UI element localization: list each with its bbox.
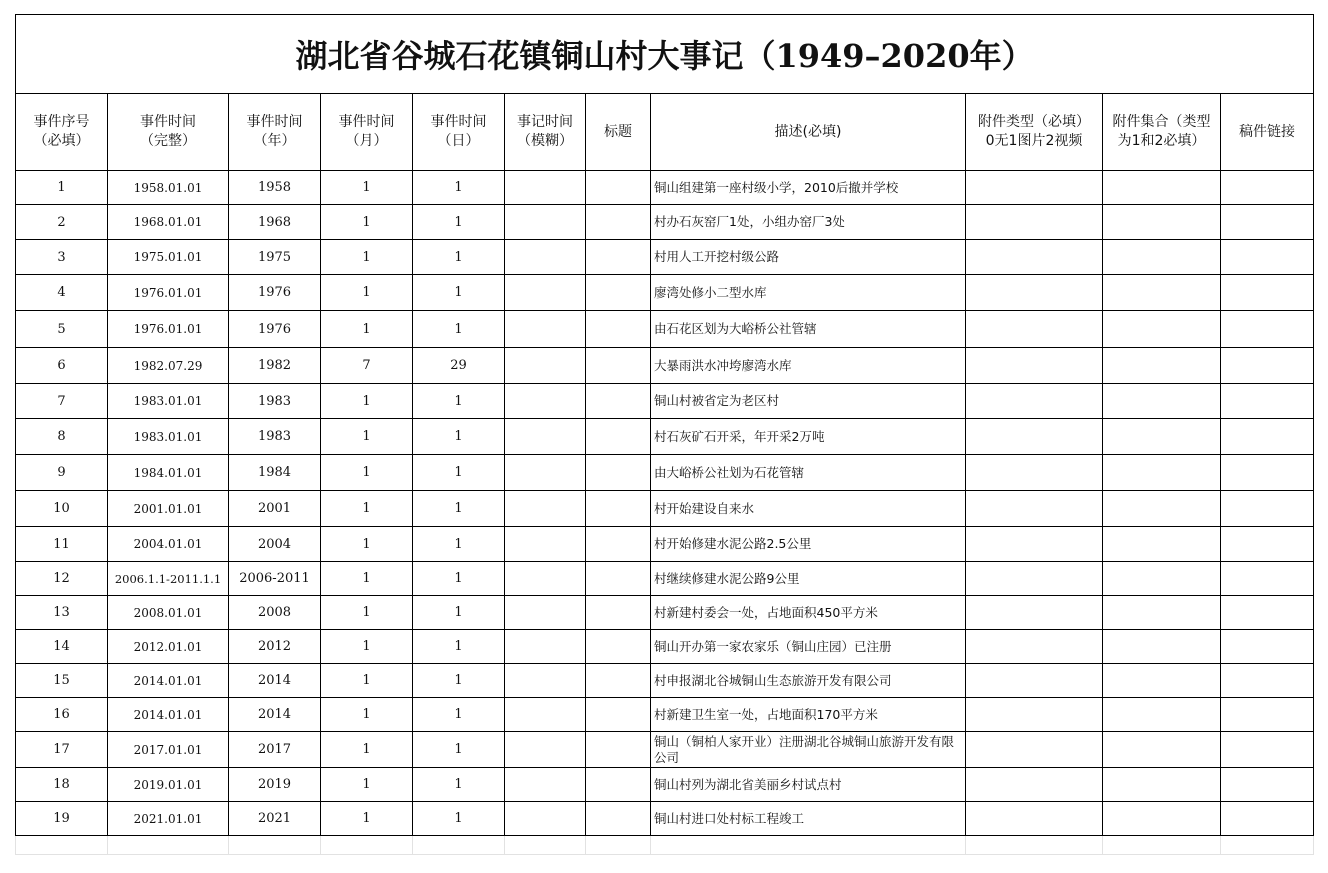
cell-year[interactable]: 2019 bbox=[229, 768, 321, 802]
table-row bbox=[16, 732, 1314, 768]
cell-attachment-type[interactable] bbox=[966, 275, 1103, 311]
cell-title[interactable] bbox=[586, 527, 651, 562]
cell-fuzzy-date[interactable] bbox=[505, 311, 586, 348]
cell-fuzzy-date[interactable] bbox=[505, 491, 586, 527]
cell-description[interactable]: 村开始修建水泥公路2.5公里 bbox=[651, 527, 966, 562]
cell-month[interactable]: 1 bbox=[321, 664, 413, 698]
cell-article-link[interactable] bbox=[1221, 384, 1314, 419]
cell-full-date[interactable]: 2014.01.01 bbox=[108, 664, 229, 698]
cell-event-no[interactable]: 17 bbox=[16, 732, 108, 768]
cell-article-link[interactable] bbox=[1221, 455, 1314, 491]
cell-title[interactable] bbox=[586, 240, 651, 275]
cell-attachment-type[interactable] bbox=[966, 527, 1103, 562]
cell-article-link[interactable] bbox=[1221, 664, 1314, 698]
cell-article-link[interactable] bbox=[1221, 698, 1314, 732]
cell-day[interactable]: 29 bbox=[413, 348, 505, 384]
empty-cell[interactable] bbox=[16, 836, 108, 855]
cell-fuzzy-date[interactable] bbox=[505, 732, 586, 768]
cell-attachment-set[interactable] bbox=[1103, 171, 1221, 205]
table-row bbox=[16, 348, 1314, 384]
cell-description[interactable]: 由大峪桥公社划为石花管辖 bbox=[651, 455, 966, 491]
table-row bbox=[16, 664, 1314, 698]
cell-full-date[interactable]: 2008.01.01 bbox=[108, 596, 229, 630]
cell-year[interactable]: 1984 bbox=[229, 455, 321, 491]
cell-article-link[interactable] bbox=[1221, 348, 1314, 384]
spreadsheet bbox=[15, 14, 1313, 855]
cell-month[interactable]: 1 bbox=[321, 419, 413, 455]
cell-attachment-set[interactable] bbox=[1103, 348, 1221, 384]
cell-description[interactable]: 铜山村被省定为老区村 bbox=[651, 384, 966, 419]
cell-fuzzy-date[interactable] bbox=[505, 802, 586, 836]
table-row bbox=[16, 630, 1314, 664]
cell-article-link[interactable] bbox=[1221, 240, 1314, 275]
cell-fuzzy-date[interactable] bbox=[505, 240, 586, 275]
header-row bbox=[16, 94, 1314, 171]
cell-day[interactable]: 1 bbox=[413, 562, 505, 596]
cell-attachment-set[interactable] bbox=[1103, 240, 1221, 275]
header-cell-attachment-set[interactable]: 附件集合（类型 为1和2必填） bbox=[1103, 94, 1221, 171]
cell-year[interactable]: 2021 bbox=[229, 802, 321, 836]
cell-year[interactable]: 2008 bbox=[229, 596, 321, 630]
cell-year[interactable]: 1983 bbox=[229, 384, 321, 419]
cell-description[interactable]: 村用人工开挖村级公路 bbox=[651, 240, 966, 275]
cell-article-link[interactable] bbox=[1221, 275, 1314, 311]
cell-month[interactable]: 1 bbox=[321, 275, 413, 311]
table-row bbox=[16, 311, 1314, 348]
cell-attachment-type[interactable] bbox=[966, 596, 1103, 630]
cell-month[interactable]: 1 bbox=[321, 562, 413, 596]
cell-event-no[interactable]: 6 bbox=[16, 348, 108, 384]
cell-year[interactable]: 2012 bbox=[229, 630, 321, 664]
cell-day[interactable]: 1 bbox=[413, 384, 505, 419]
cell-article-link[interactable] bbox=[1221, 802, 1314, 836]
table-row bbox=[16, 240, 1314, 275]
cell-year[interactable]: 1968 bbox=[229, 205, 321, 240]
cell-attachment-type[interactable] bbox=[966, 732, 1103, 768]
cell-article-link[interactable] bbox=[1221, 596, 1314, 630]
cell-day[interactable]: 1 bbox=[413, 732, 505, 768]
cell-article-link[interactable] bbox=[1221, 768, 1314, 802]
cell-full-date[interactable]: 1984.01.01 bbox=[108, 455, 229, 491]
cell-attachment-set[interactable] bbox=[1103, 768, 1221, 802]
cell-title[interactable] bbox=[586, 384, 651, 419]
table-row bbox=[16, 171, 1314, 205]
header-cell-event-no[interactable]: 事件序号 （必填） bbox=[16, 94, 108, 171]
table-row bbox=[16, 802, 1314, 836]
cell-event-no[interactable]: 4 bbox=[16, 275, 108, 311]
cell-attachment-set[interactable] bbox=[1103, 802, 1221, 836]
empty-row bbox=[16, 836, 1314, 855]
cell-attachment-type[interactable] bbox=[966, 562, 1103, 596]
cell-description[interactable]: 村申报湖北谷城铜山生态旅游开发有限公司 bbox=[651, 664, 966, 698]
cell-article-link[interactable] bbox=[1221, 562, 1314, 596]
cell-month[interactable]: 1 bbox=[321, 630, 413, 664]
empty-cell[interactable] bbox=[1221, 836, 1314, 855]
cell-event-no[interactable]: 3 bbox=[16, 240, 108, 275]
cell-title[interactable] bbox=[586, 311, 651, 348]
cell-attachment-set[interactable] bbox=[1103, 664, 1221, 698]
cell-event-no[interactable]: 8 bbox=[16, 419, 108, 455]
cell-day[interactable]: 1 bbox=[413, 171, 505, 205]
cell-month[interactable]: 1 bbox=[321, 596, 413, 630]
cell-fuzzy-date[interactable] bbox=[505, 527, 586, 562]
cell-month[interactable]: 1 bbox=[321, 205, 413, 240]
cell-attachment-set[interactable] bbox=[1103, 596, 1221, 630]
cell-event-no[interactable]: 16 bbox=[16, 698, 108, 732]
cell-article-link[interactable] bbox=[1221, 311, 1314, 348]
header-cell-fuzzy-date[interactable]: 事记时间 （模糊） bbox=[505, 94, 586, 171]
cell-attachment-type[interactable] bbox=[966, 384, 1103, 419]
cell-title[interactable] bbox=[586, 768, 651, 802]
cell-attachment-type[interactable] bbox=[966, 171, 1103, 205]
cell-fuzzy-date[interactable] bbox=[505, 171, 586, 205]
cell-title[interactable] bbox=[586, 171, 651, 205]
cell-event-no[interactable]: 1 bbox=[16, 171, 108, 205]
cell-description[interactable]: 村新建卫生室一处，占地面积170平方米 bbox=[651, 698, 966, 732]
cell-attachment-set[interactable] bbox=[1103, 491, 1221, 527]
cell-month[interactable]: 1 bbox=[321, 491, 413, 527]
cell-fuzzy-date[interactable] bbox=[505, 768, 586, 802]
empty-cell[interactable] bbox=[321, 836, 413, 855]
cell-attachment-set[interactable] bbox=[1103, 311, 1221, 348]
cell-year[interactable]: 1982 bbox=[229, 348, 321, 384]
cell-attachment-set[interactable] bbox=[1103, 455, 1221, 491]
cell-month[interactable]: 1 bbox=[321, 171, 413, 205]
empty-cell[interactable] bbox=[651, 836, 966, 855]
cell-attachment-type[interactable] bbox=[966, 240, 1103, 275]
cell-full-date[interactable]: 1976.01.01 bbox=[108, 275, 229, 311]
cell-year[interactable]: 2001 bbox=[229, 491, 321, 527]
cell-event-no[interactable]: 13 bbox=[16, 596, 108, 630]
table-row bbox=[16, 491, 1314, 527]
cell-year[interactable]: 2004 bbox=[229, 527, 321, 562]
cell-full-date[interactable]: 2017.01.01 bbox=[108, 732, 229, 768]
empty-cell[interactable] bbox=[108, 836, 229, 855]
cell-day[interactable]: 1 bbox=[413, 630, 505, 664]
cell-day[interactable]: 1 bbox=[413, 698, 505, 732]
cell-full-date[interactable]: 1983.01.01 bbox=[108, 419, 229, 455]
cell-title[interactable] bbox=[586, 275, 651, 311]
cell-fuzzy-date[interactable] bbox=[505, 664, 586, 698]
cell-day[interactable]: 1 bbox=[413, 419, 505, 455]
cell-fuzzy-date[interactable] bbox=[505, 596, 586, 630]
cell-attachment-type[interactable] bbox=[966, 419, 1103, 455]
cell-attachment-type[interactable] bbox=[966, 698, 1103, 732]
cell-year[interactable]: 1976 bbox=[229, 275, 321, 311]
cell-attachment-type[interactable] bbox=[966, 802, 1103, 836]
cell-fuzzy-date[interactable] bbox=[505, 384, 586, 419]
cell-fuzzy-date[interactable] bbox=[505, 275, 586, 311]
cell-article-link[interactable] bbox=[1221, 419, 1314, 455]
table-row bbox=[16, 596, 1314, 630]
cell-event-no[interactable]: 10 bbox=[16, 491, 108, 527]
cell-fuzzy-date[interactable] bbox=[505, 348, 586, 384]
cell-article-link[interactable] bbox=[1221, 527, 1314, 562]
cell-attachment-set[interactable] bbox=[1103, 527, 1221, 562]
cell-event-no[interactable]: 14 bbox=[16, 630, 108, 664]
cell-month[interactable]: 7 bbox=[321, 348, 413, 384]
cell-full-date[interactable]: 1983.01.01 bbox=[108, 384, 229, 419]
table-title[interactable]: 湖北省谷城石花镇铜山村大事记（1949–2020年） bbox=[16, 15, 1314, 94]
cell-article-link[interactable] bbox=[1221, 205, 1314, 240]
cell-event-no[interactable]: 18 bbox=[16, 768, 108, 802]
empty-cell[interactable] bbox=[966, 836, 1103, 855]
cell-title[interactable] bbox=[586, 664, 651, 698]
cell-month[interactable]: 1 bbox=[321, 732, 413, 768]
cell-fuzzy-date[interactable] bbox=[505, 419, 586, 455]
cell-day[interactable]: 1 bbox=[413, 455, 505, 491]
cell-description[interactable]: 铜山（铜柏人家开业）注册湖北谷城铜山旅游开发有限公司 bbox=[651, 732, 966, 768]
cell-day[interactable]: 1 bbox=[413, 802, 505, 836]
cell-year[interactable]: 1976 bbox=[229, 311, 321, 348]
cell-event-no[interactable]: 11 bbox=[16, 527, 108, 562]
cell-year[interactable]: 2014 bbox=[229, 664, 321, 698]
cell-month[interactable]: 1 bbox=[321, 768, 413, 802]
cell-title[interactable] bbox=[586, 455, 651, 491]
empty-cell[interactable] bbox=[229, 836, 321, 855]
cell-article-link[interactable] bbox=[1221, 630, 1314, 664]
cell-title[interactable] bbox=[586, 802, 651, 836]
cell-title[interactable] bbox=[586, 562, 651, 596]
header-cell-month[interactable]: 事件时间 （月） bbox=[321, 94, 413, 171]
cell-title[interactable] bbox=[586, 419, 651, 455]
cell-attachment-type[interactable] bbox=[966, 205, 1103, 240]
cell-full-date[interactable]: 2012.01.01 bbox=[108, 630, 229, 664]
cell-event-no[interactable]: 12 bbox=[16, 562, 108, 596]
cell-description[interactable]: 村石灰矿石开采，年开采2万吨 bbox=[651, 419, 966, 455]
cell-title[interactable] bbox=[586, 698, 651, 732]
header-cell-description[interactable]: 描述(必填) bbox=[651, 94, 966, 171]
cell-title[interactable] bbox=[586, 596, 651, 630]
events-table bbox=[15, 14, 1314, 855]
cell-full-date[interactable]: 2019.01.01 bbox=[108, 768, 229, 802]
cell-title[interactable] bbox=[586, 491, 651, 527]
cell-full-date[interactable]: 1968.01.01 bbox=[108, 205, 229, 240]
cell-attachment-set[interactable] bbox=[1103, 732, 1221, 768]
cell-attachment-type[interactable] bbox=[966, 348, 1103, 384]
cell-attachment-type[interactable] bbox=[966, 455, 1103, 491]
cell-fuzzy-date[interactable] bbox=[505, 562, 586, 596]
cell-attachment-set[interactable] bbox=[1103, 419, 1221, 455]
cell-article-link[interactable] bbox=[1221, 732, 1314, 768]
cell-day[interactable]: 1 bbox=[413, 768, 505, 802]
table-row bbox=[16, 384, 1314, 419]
header-cell-year[interactable]: 事件时间 （年） bbox=[229, 94, 321, 171]
empty-cell[interactable] bbox=[413, 836, 505, 855]
cell-full-date[interactable]: 2004.01.01 bbox=[108, 527, 229, 562]
cell-full-date[interactable]: 1975.01.01 bbox=[108, 240, 229, 275]
cell-event-no[interactable]: 2 bbox=[16, 205, 108, 240]
header-cell-title[interactable]: 标题 bbox=[586, 94, 651, 171]
cell-full-date[interactable]: 2001.01.01 bbox=[108, 491, 229, 527]
cell-full-date[interactable]: 1958.01.01 bbox=[108, 171, 229, 205]
cell-fuzzy-date[interactable] bbox=[505, 698, 586, 732]
cell-event-no[interactable]: 7 bbox=[16, 384, 108, 419]
table-row bbox=[16, 275, 1314, 311]
cell-attachment-set[interactable] bbox=[1103, 562, 1221, 596]
table-row bbox=[16, 419, 1314, 455]
cell-description[interactable]: 廖湾处修小二型水库 bbox=[651, 275, 966, 311]
cell-fuzzy-date[interactable] bbox=[505, 630, 586, 664]
cell-full-date[interactable]: 1976.01.01 bbox=[108, 311, 229, 348]
cell-month[interactable]: 1 bbox=[321, 240, 413, 275]
cell-fuzzy-date[interactable] bbox=[505, 455, 586, 491]
cell-title[interactable] bbox=[586, 205, 651, 240]
cell-title[interactable] bbox=[586, 732, 651, 768]
cell-description[interactable]: 铜山村列为湖北省美丽乡村试点村 bbox=[651, 768, 966, 802]
cell-day[interactable]: 1 bbox=[413, 491, 505, 527]
cell-event-no[interactable]: 9 bbox=[16, 455, 108, 491]
header-cell-day[interactable]: 事件时间 （日） bbox=[413, 94, 505, 171]
cell-attachment-set[interactable] bbox=[1103, 205, 1221, 240]
table-row bbox=[16, 768, 1314, 802]
cell-description[interactable]: 由石花区划为大峪桥公社管辖 bbox=[651, 311, 966, 348]
cell-description[interactable]: 铜山村进口处村标工程竣工 bbox=[651, 802, 966, 836]
cell-fuzzy-date[interactable] bbox=[505, 205, 586, 240]
cell-article-link[interactable] bbox=[1221, 171, 1314, 205]
cell-month[interactable]: 1 bbox=[321, 698, 413, 732]
cell-attachment-type[interactable] bbox=[966, 630, 1103, 664]
empty-cell[interactable] bbox=[1103, 836, 1221, 855]
cell-event-no[interactable]: 15 bbox=[16, 664, 108, 698]
cell-month[interactable]: 1 bbox=[321, 311, 413, 348]
cell-attachment-type[interactable] bbox=[966, 311, 1103, 348]
cell-day[interactable]: 1 bbox=[413, 527, 505, 562]
cell-attachment-set[interactable] bbox=[1103, 384, 1221, 419]
cell-article-link[interactable] bbox=[1221, 491, 1314, 527]
cell-year[interactable]: 2014 bbox=[229, 698, 321, 732]
table-row bbox=[16, 205, 1314, 240]
cell-title[interactable] bbox=[586, 630, 651, 664]
cell-day[interactable]: 1 bbox=[413, 205, 505, 240]
table-row bbox=[16, 698, 1314, 732]
cell-day[interactable]: 1 bbox=[413, 664, 505, 698]
table-row bbox=[16, 562, 1314, 596]
empty-cell[interactable] bbox=[505, 836, 586, 855]
cell-full-date[interactable]: 2014.01.01 bbox=[108, 698, 229, 732]
cell-description[interactable]: 大暴雨洪水冲垮廖湾水库 bbox=[651, 348, 966, 384]
cell-day[interactable]: 1 bbox=[413, 240, 505, 275]
cell-full-date[interactable]: 2021.01.01 bbox=[108, 802, 229, 836]
cell-month[interactable]: 1 bbox=[321, 455, 413, 491]
cell-full-date[interactable]: 2006.1.1-2011.1.1 bbox=[108, 562, 229, 596]
cell-year[interactable]: 2017 bbox=[229, 732, 321, 768]
header-cell-attachment-type[interactable]: 附件类型（必填） 0无1图片2视频 bbox=[966, 94, 1103, 171]
cell-attachment-type[interactable] bbox=[966, 491, 1103, 527]
cell-description[interactable]: 村新建村委会一处，占地面积450平方米 bbox=[651, 596, 966, 630]
cell-full-date[interactable]: 1982.07.29 bbox=[108, 348, 229, 384]
cell-description[interactable]: 村办石灰窑厂1处，小组办窑厂3处 bbox=[651, 205, 966, 240]
cell-month[interactable]: 1 bbox=[321, 802, 413, 836]
cell-description[interactable]: 铜山开办第一家农家乐（铜山庄园）已注册 bbox=[651, 630, 966, 664]
table-row bbox=[16, 527, 1314, 562]
cell-description[interactable]: 村继续修建水泥公路9公里 bbox=[651, 562, 966, 596]
cell-description[interactable]: 村开始建设自来水 bbox=[651, 491, 966, 527]
cell-day[interactable]: 1 bbox=[413, 311, 505, 348]
cell-year[interactable]: 1983 bbox=[229, 419, 321, 455]
cell-month[interactable]: 1 bbox=[321, 384, 413, 419]
cell-attachment-set[interactable] bbox=[1103, 630, 1221, 664]
cell-year[interactable]: 1958 bbox=[229, 171, 321, 205]
empty-cell[interactable] bbox=[586, 836, 651, 855]
cell-attachment-type[interactable] bbox=[966, 768, 1103, 802]
header-cell-article-link[interactable]: 稿件链接 bbox=[1221, 94, 1314, 171]
cell-attachment-set[interactable] bbox=[1103, 698, 1221, 732]
cell-day[interactable]: 1 bbox=[413, 275, 505, 311]
table-row bbox=[16, 455, 1314, 491]
cell-description[interactable]: 铜山组建第一座村级小学，2010后撤并学校 bbox=[651, 171, 966, 205]
cell-event-no[interactable]: 5 bbox=[16, 311, 108, 348]
cell-event-no[interactable]: 19 bbox=[16, 802, 108, 836]
cell-year[interactable]: 2006-2011 bbox=[229, 562, 321, 596]
cell-attachment-set[interactable] bbox=[1103, 275, 1221, 311]
cell-attachment-type[interactable] bbox=[966, 664, 1103, 698]
cell-title[interactable] bbox=[586, 348, 651, 384]
cell-day[interactable]: 1 bbox=[413, 596, 505, 630]
cell-year[interactable]: 1975 bbox=[229, 240, 321, 275]
cell-month[interactable]: 1 bbox=[321, 527, 413, 562]
header-cell-full-date[interactable]: 事件时间 （完整） bbox=[108, 94, 229, 171]
